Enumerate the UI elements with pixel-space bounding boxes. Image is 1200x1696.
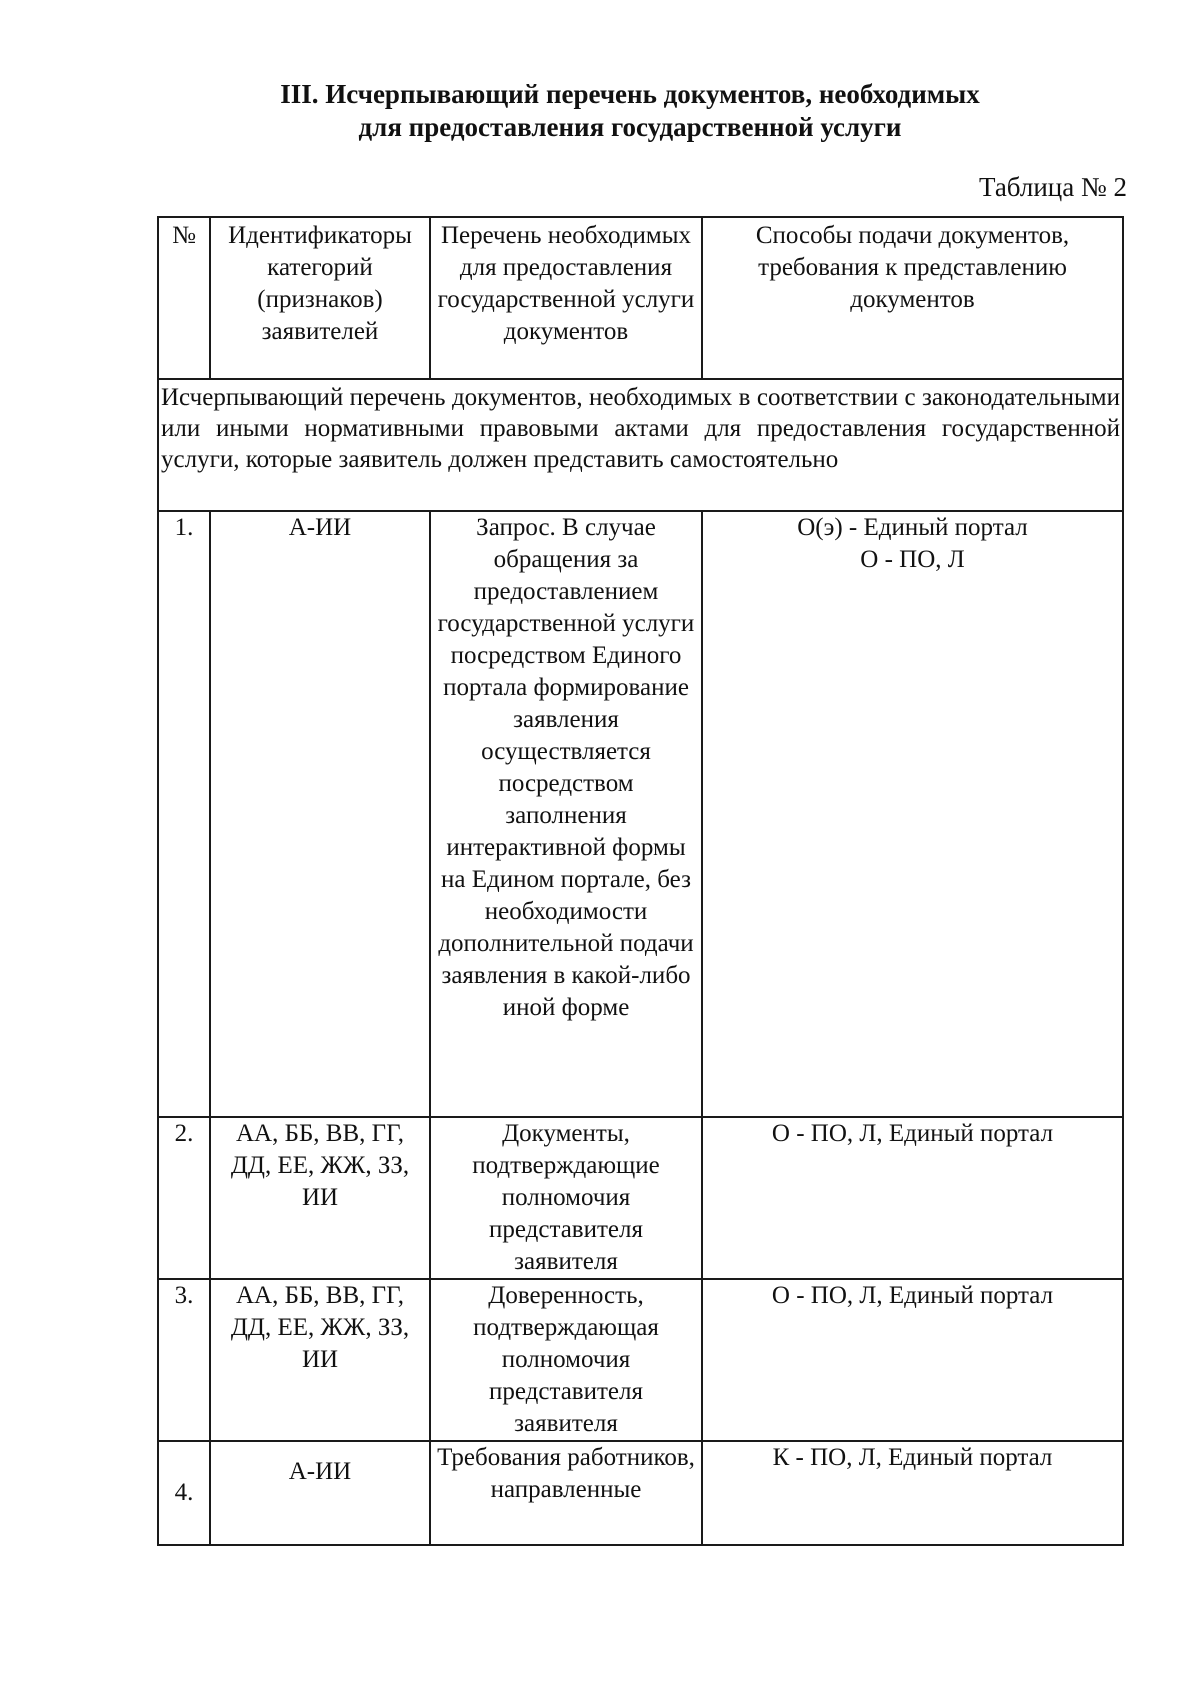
documents-table xyxy=(157,216,1124,1546)
table-row xyxy=(158,1441,1123,1545)
row-document: Документы, подтверждающие полномочия представителя заявителя xyxy=(430,1117,702,1279)
row-ways: О - ПО, Л, Единый портал xyxy=(702,1117,1123,1279)
row-ways-line-1: О(э) - Единый портал xyxy=(797,514,1028,541)
row-document: Запрос. В случае обращения за предоставлением государственной услуги посредством Единого портала формирование заявления осуществляется посредством заполнения интерактивной формы на Едином портале, без необходимости дополнительной подачи заявления в какой-либо иной форме xyxy=(430,511,702,1117)
row-num: 4. xyxy=(158,1441,210,1545)
row-ways-line-2: О - ПО, Л xyxy=(860,546,965,573)
row-ways: К - ПО, Л, Единый портал xyxy=(702,1441,1123,1545)
header-ids: Идентификаторы категорий (признаков) заявителей xyxy=(210,217,430,379)
row-ways xyxy=(702,511,1123,1117)
table-row xyxy=(158,511,1123,1117)
row-num: 1. xyxy=(158,511,210,1117)
table-header-row xyxy=(158,217,1123,379)
header-ways: Способы подачи документов, требования к представлению документов xyxy=(702,217,1123,379)
heading-line-2: для предоставления государственной услуги xyxy=(358,112,902,142)
row-ids: АА, ББ, ВВ, ГГ, ДД, ЕЕ, ЖЖ, ЗЗ, ИИ xyxy=(210,1117,430,1279)
section-title: Исчерпывающий перечень документов, необходимых в соответствии с законодательными или иными нормативными правовыми актами для предоставления государственной услуги, которые заявитель должен представить самостоятельно xyxy=(158,379,1123,511)
row-ways: О - ПО, Л, Единый портал xyxy=(702,1279,1123,1441)
table-row xyxy=(158,1279,1123,1441)
row-document: Требования работников, направленные xyxy=(430,1441,702,1545)
header-list: Перечень необходимых для предоставления государственной услуги документов xyxy=(430,217,702,379)
section-title-row xyxy=(158,379,1123,511)
row-document: Доверенность, подтверждающая полномочия представителя заявителя xyxy=(430,1279,702,1441)
header-num: № xyxy=(158,217,210,379)
row-ids: АА, ББ, ВВ, ГГ, ДД, ЕЕ, ЖЖ, ЗЗ, ИИ xyxy=(210,1279,430,1441)
row-num: 2. xyxy=(158,1117,210,1279)
row-num: 3. xyxy=(158,1279,210,1441)
table-number-label: Таблица № 2 xyxy=(979,172,1127,202)
row-ids: А-ИИ xyxy=(210,1441,430,1545)
table-row xyxy=(158,1117,1123,1279)
row-ids: А-ИИ xyxy=(210,511,430,1117)
heading-line-1: III. Исчерпывающий перечень документов, необходимых xyxy=(280,79,980,109)
section-heading xyxy=(200,78,1060,144)
